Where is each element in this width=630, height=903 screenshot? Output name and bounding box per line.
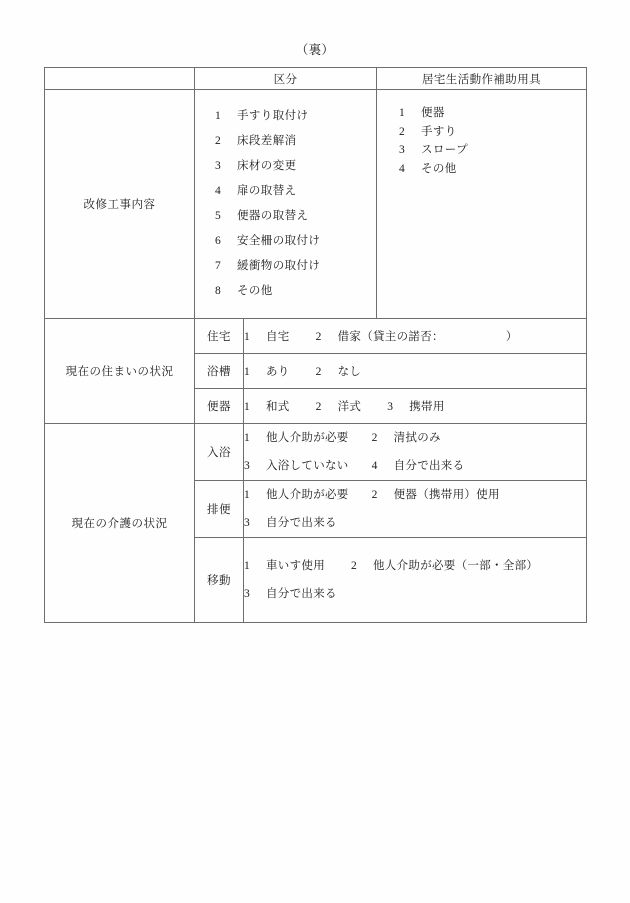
option-label: 自分で出来る — [393, 460, 465, 472]
option-number: 2 — [315, 331, 322, 343]
section-renovation-content-row — [45, 90, 587, 319]
assistive-equipment-options-cell — [377, 90, 587, 319]
choice-option[interactable] — [244, 460, 349, 472]
option-label: 安全柵の取付け — [237, 235, 321, 247]
header-assistive-equipment-cell: 居宅生活動作補助用具 — [377, 68, 587, 90]
sub-label-bathtub: 浴槽 — [195, 354, 244, 389]
choice-line — [244, 481, 586, 509]
option-number: 6 — [215, 235, 221, 247]
option-label: 洋式 — [337, 401, 362, 413]
housing-toilet-choices — [244, 389, 587, 424]
choice-option[interactable] — [244, 432, 349, 444]
choice-option[interactable] — [244, 363, 290, 379]
option-number: 8 — [215, 285, 221, 297]
list-item[interactable] — [399, 141, 586, 160]
choice-line — [244, 552, 586, 580]
option-label: 他人介助が必要 — [266, 432, 349, 444]
choice-line — [244, 424, 586, 452]
option-number: 3 — [244, 517, 251, 529]
option-label: 床材の変更 — [237, 160, 297, 172]
list-item[interactable] — [215, 104, 376, 129]
choice-option[interactable] — [316, 398, 362, 414]
home-modification-form-table — [44, 67, 587, 623]
list-item[interactable] — [215, 254, 376, 279]
option-label: 扉の取替え — [237, 185, 297, 197]
sub-label-defecation: 排便 — [195, 481, 244, 538]
list-item[interactable] — [399, 123, 586, 142]
list-item[interactable] — [215, 279, 376, 304]
option-label: 緩衝物の取付け — [237, 260, 321, 272]
option-number: 1 — [244, 401, 251, 413]
option-label: 他人介助が必要（一部・全部） — [373, 560, 539, 572]
list-item[interactable] — [399, 160, 586, 179]
option-label: その他 — [421, 162, 457, 175]
table-header-row — [45, 68, 587, 90]
option-number: 3 — [387, 401, 394, 413]
renovation-option-list — [195, 90, 376, 318]
option-label: なし — [337, 366, 362, 378]
list-item[interactable] — [215, 129, 376, 154]
list-item[interactable] — [215, 204, 376, 229]
option-number: 4 — [371, 460, 378, 472]
option-number: 3 — [215, 160, 221, 172]
care-defecation-choices — [244, 481, 587, 538]
option-number: 7 — [215, 260, 221, 272]
option-label: 車いす使用 — [266, 560, 325, 572]
option-number: 3 — [244, 460, 251, 472]
option-number: 1 — [215, 110, 221, 122]
choice-option[interactable] — [372, 432, 441, 444]
option-number: 3 — [244, 588, 251, 600]
housing-residence-choices — [244, 319, 587, 354]
page-title: （裏） — [295, 43, 335, 57]
choice-option[interactable] — [351, 560, 538, 572]
option-label: その他 — [237, 285, 273, 297]
option-label: 床段差解消 — [237, 135, 297, 147]
choice-option[interactable] — [316, 328, 444, 344]
header-blank-cell — [45, 68, 195, 90]
option-number: 1 — [244, 489, 251, 501]
option-number: 2 — [399, 125, 405, 138]
option-label: あり — [266, 366, 290, 378]
choice-option[interactable] — [372, 460, 465, 472]
choice-option[interactable] — [244, 328, 290, 344]
option-label: 自分で出来る — [266, 517, 337, 529]
choice-option[interactable] — [372, 489, 500, 501]
choice-line — [244, 580, 586, 608]
list-item[interactable] — [399, 104, 586, 123]
option-label: 他人介助が必要 — [266, 489, 349, 501]
choice-option[interactable] — [244, 489, 349, 501]
row-label-renovation-content: 改修工事内容 — [45, 90, 195, 319]
care-mobility-choices — [244, 538, 587, 623]
choice-option[interactable] — [316, 363, 362, 379]
row-label-housing-status: 現在の住まいの状況 — [45, 319, 195, 424]
option-label: 手すり取付け — [237, 110, 309, 122]
choice-option[interactable] — [244, 398, 290, 414]
option-number: 5 — [215, 210, 221, 222]
care-bathing-choices — [244, 424, 587, 481]
option-number: 1 — [244, 366, 251, 378]
option-number: 2 — [315, 401, 322, 413]
option-label: 自分で出来る — [266, 588, 337, 600]
option-label: 和式 — [266, 401, 290, 413]
option-number: 2 — [351, 560, 358, 572]
choice-line — [244, 452, 586, 480]
option-number: 4 — [215, 185, 221, 197]
list-item[interactable] — [215, 229, 376, 254]
choice-option[interactable] — [387, 398, 444, 414]
option-label: 便器 — [421, 107, 445, 119]
option-label: 便器の取替え — [237, 210, 309, 222]
option-label: 便器（携帯用）使用 — [393, 489, 500, 501]
choice-option[interactable] — [244, 588, 337, 600]
assistive-equipment-option-list — [377, 90, 586, 192]
option-number: 1 — [244, 560, 251, 572]
option-number: 1 — [244, 432, 251, 444]
renovation-options-cell — [195, 90, 377, 319]
option-number: 4 — [399, 162, 405, 175]
option-label: 携帯用 — [409, 401, 445, 413]
option-number: 3 — [399, 144, 405, 156]
option-number: 2 — [315, 366, 322, 378]
row-label-care-status: 現在の介護の状況 — [45, 424, 195, 623]
sub-label-mobility: 移動 — [195, 538, 244, 623]
option-number: 2 — [371, 432, 378, 444]
header-kubun-cell: 区分 — [195, 68, 377, 90]
choice-line — [244, 509, 586, 537]
housing-bathtub-choices — [244, 354, 587, 389]
sub-label-residence: 住宅 — [195, 319, 244, 354]
option-label: 入浴していない — [266, 460, 349, 472]
option-number: 2 — [215, 135, 221, 147]
sub-label-bathing: 入浴 — [195, 424, 244, 481]
option-label: 清拭のみ — [393, 432, 441, 444]
choice-option[interactable] — [244, 517, 337, 529]
section-housing-status-row-1 — [45, 319, 587, 354]
choice-option[interactable] — [244, 560, 325, 572]
sub-label-toilet: 便器 — [195, 389, 244, 424]
option-label: 借家（貸主の諾否： — [337, 331, 444, 343]
option-label: 自宅 — [266, 331, 290, 343]
section-care-status-row-1 — [45, 424, 587, 481]
list-item[interactable] — [215, 179, 376, 204]
closing-paren: ） — [505, 331, 518, 343]
option-number: 1 — [399, 107, 405, 119]
option-label: スロープ — [421, 144, 469, 156]
option-number: 1 — [244, 331, 251, 343]
list-item[interactable] — [215, 154, 376, 179]
option-label: 手すり — [421, 125, 457, 138]
option-number: 2 — [371, 489, 378, 501]
